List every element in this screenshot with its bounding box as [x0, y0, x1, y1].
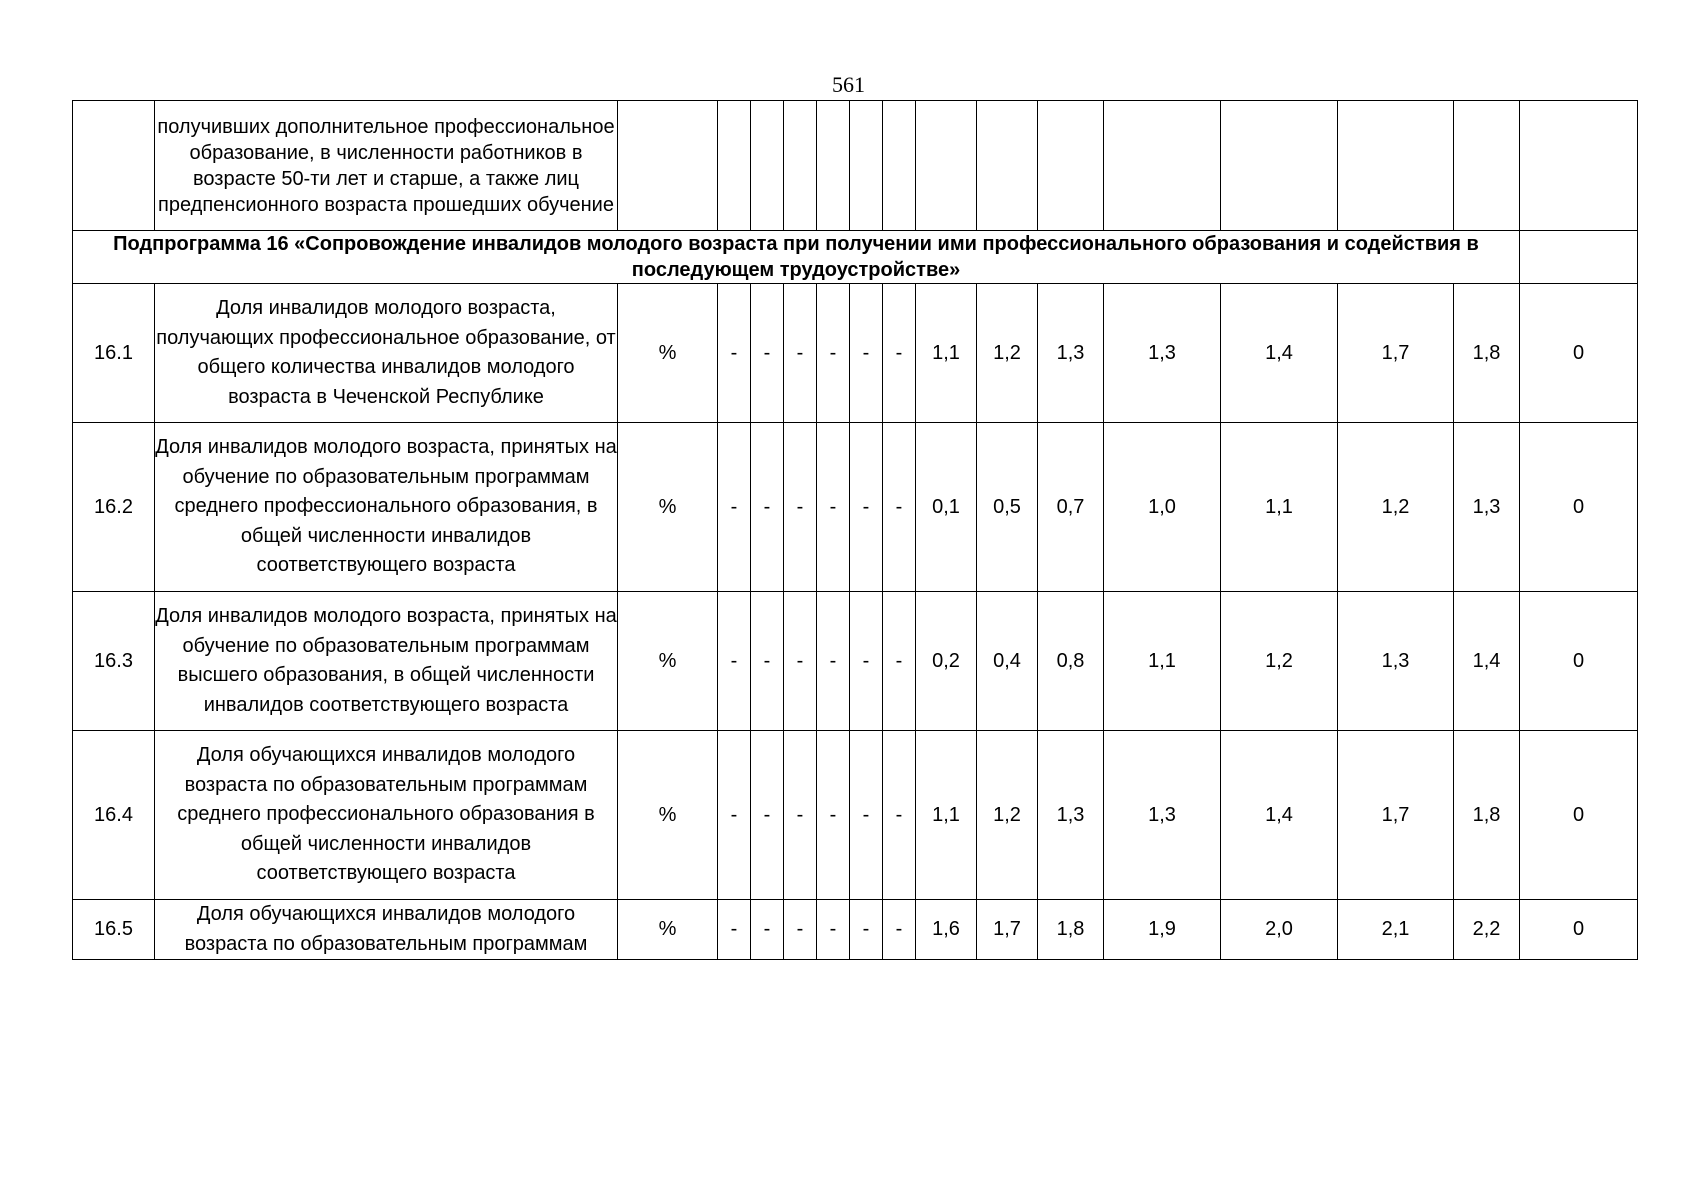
value-cell: 0,7	[1038, 423, 1104, 592]
value-cell: 1,7	[977, 900, 1038, 960]
dash-cell: -	[850, 900, 883, 960]
value-cell: 1,3	[1104, 284, 1221, 423]
last-value-cell: 0	[1520, 592, 1638, 731]
dash-cell: -	[718, 900, 751, 960]
value-cell: 1,2	[1338, 423, 1454, 592]
value-cell: 1,0	[1104, 423, 1221, 592]
row-description: Доля инвалидов молодого возраста, принятых на обучение по образовательным программам среднего профессионального образования, в общей численности инвалидов соответствующего возраста	[155, 423, 618, 592]
dash-cell: -	[784, 900, 817, 960]
table-row-continuation	[73, 101, 1638, 231]
unit-cell: %	[618, 423, 718, 592]
dash-cell: -	[850, 731, 883, 900]
value-cell: 1,4	[1221, 731, 1338, 900]
row-description: получивших дополнительное профессиональное образование, в численности работников в возрасте 50-ти лет и старше, а также лиц предпенсионного возраста прошедших обучение	[155, 101, 618, 231]
dash-cell: -	[751, 731, 784, 900]
dash-cell: -	[883, 731, 916, 900]
dash-cell: -	[883, 900, 916, 960]
row-number: 16.1	[73, 284, 155, 423]
dash-cell: -	[751, 900, 784, 960]
value-cell: 0,5	[977, 423, 1038, 592]
table-row	[73, 284, 1638, 423]
value-cell: 0,1	[916, 423, 977, 592]
dash-cell: -	[850, 592, 883, 731]
dash-cell: -	[718, 284, 751, 423]
value-cell: 1,7	[1338, 284, 1454, 423]
dash-cell: -	[817, 900, 850, 960]
value-cell: 1,3	[1104, 731, 1221, 900]
dash-cell: -	[784, 284, 817, 423]
row-description: Доля обучающихся инвалидов молодого возраста по образовательным программам	[155, 900, 618, 960]
value-cell: 1,1	[1104, 592, 1221, 731]
value-cell: 1,1	[916, 284, 977, 423]
value-cell: 1,2	[977, 731, 1038, 900]
value-cell: 0,4	[977, 592, 1038, 731]
row-number: 16.4	[73, 731, 155, 900]
dash-cell: -	[883, 423, 916, 592]
dash-cell: -	[718, 731, 751, 900]
dash-cell: -	[784, 592, 817, 731]
row-number: 16.3	[73, 592, 155, 731]
dash-cell: -	[883, 592, 916, 731]
value-cell: 2,1	[1338, 900, 1454, 960]
value-cell: 1,1	[916, 731, 977, 900]
value-cell: 1,3	[1038, 284, 1104, 423]
unit-cell: %	[618, 900, 718, 960]
dash-cell: -	[817, 284, 850, 423]
unit-cell: %	[618, 731, 718, 900]
row-num-cell	[73, 101, 155, 231]
dash-cell: -	[817, 592, 850, 731]
subprogram-header: Подпрограмма 16 «Сопровождение инвалидов молодого возраста при получении ими профессионального образования и содействия в последующем трудоустройстве»	[73, 231, 1520, 284]
unit-cell: %	[618, 592, 718, 731]
value-cell: 0,2	[916, 592, 977, 731]
value-cell: 1,8	[1038, 900, 1104, 960]
dash-cell: -	[883, 284, 916, 423]
value-cell: 1,8	[1454, 731, 1520, 900]
dash-cell: -	[784, 731, 817, 900]
last-value-cell: 0	[1520, 284, 1638, 423]
table-row	[73, 731, 1638, 900]
page-number: 561	[832, 72, 865, 97]
last-value-cell: 0	[1520, 423, 1638, 592]
value-cell: 1,2	[977, 284, 1038, 423]
value-cell: 1,6	[916, 900, 977, 960]
value-cell: 1,2	[1221, 592, 1338, 731]
dash-cell: -	[718, 423, 751, 592]
value-cell: 1,1	[1221, 423, 1338, 592]
table-row	[73, 423, 1638, 592]
value-cell: 2,0	[1221, 900, 1338, 960]
dash-cell: -	[751, 592, 784, 731]
dash-cell: -	[817, 423, 850, 592]
value-cell: 1,3	[1038, 731, 1104, 900]
dash-cell: -	[784, 423, 817, 592]
row-description: Доля инвалидов молодого возраста, принятых на обучение по образовательным программам высшего образования, в общей численности инвалидов соответствующего возраста	[155, 592, 618, 731]
dash-cell: -	[850, 284, 883, 423]
value-cell: 2,2	[1454, 900, 1520, 960]
table-row	[73, 592, 1638, 731]
dash-cell: -	[817, 731, 850, 900]
dash-cell: -	[850, 423, 883, 592]
dash-cell: -	[751, 284, 784, 423]
row-description: Доля инвалидов молодого возраста, получающих профессиональное образование, от общего количества инвалидов молодого возраста в Чеченской Республике	[155, 284, 618, 423]
dash-cell: -	[751, 423, 784, 592]
subprogram-header-row	[73, 231, 1638, 284]
row-description: Доля обучающихся инвалидов молодого возраста по образовательным программам среднего профессионального образования в общей численности инвалидов соответствующего возраста	[155, 731, 618, 900]
value-cell: 1,4	[1221, 284, 1338, 423]
row-number: 16.2	[73, 423, 155, 592]
dash-cell: -	[718, 592, 751, 731]
value-cell: 1,9	[1104, 900, 1221, 960]
value-cell: 1,4	[1454, 592, 1520, 731]
table-row	[73, 900, 1638, 960]
unit-cell: %	[618, 284, 718, 423]
indicators-table	[72, 100, 1638, 960]
value-cell: 1,3	[1338, 592, 1454, 731]
last-value-cell: 0	[1520, 900, 1638, 960]
value-cell: 1,3	[1454, 423, 1520, 592]
value-cell: 0,8	[1038, 592, 1104, 731]
last-value-cell: 0	[1520, 731, 1638, 900]
value-cell: 1,7	[1338, 731, 1454, 900]
row-number: 16.5	[73, 900, 155, 960]
value-cell: 1,8	[1454, 284, 1520, 423]
